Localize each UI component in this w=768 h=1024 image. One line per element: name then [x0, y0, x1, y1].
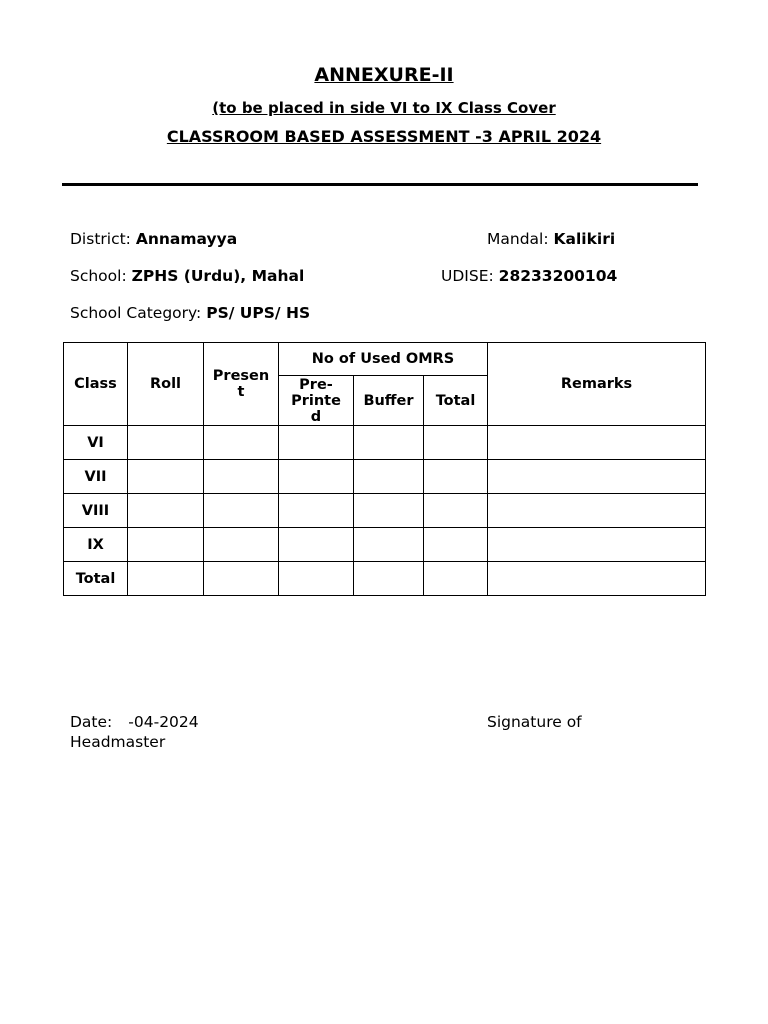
date-value: -04-2024 [128, 713, 199, 731]
row-class-label: Total [64, 562, 128, 596]
header-divider [62, 183, 698, 186]
table-row [64, 426, 706, 460]
header-preprinted-line3: d [310, 408, 322, 425]
table-row [64, 494, 706, 528]
roll-cell[interactable] [128, 494, 204, 528]
category-field [70, 304, 310, 322]
district-value: Annamayya [135, 230, 238, 248]
buffer-cell[interactable] [354, 494, 424, 528]
roll-cell[interactable] [128, 562, 204, 596]
roll-cell[interactable] [128, 528, 204, 562]
remarks-cell[interactable] [488, 494, 706, 528]
header-omrs: No of Used OMRS [279, 343, 488, 376]
total-cell[interactable] [424, 562, 488, 596]
school-field [70, 267, 304, 285]
total-cell[interactable] [424, 528, 488, 562]
header-preprinted [279, 376, 354, 426]
header-class: Class [64, 343, 128, 426]
header-present-line1: Presen [212, 368, 270, 384]
assessment-title: CLASSROOM BASED ASSESSMENT -3 APRIL 2024 [166, 127, 602, 146]
header-total: Total [424, 376, 488, 426]
roll-cell[interactable] [128, 426, 204, 460]
omr-usage-table [63, 342, 706, 596]
header-preprinted-line2: Printe [291, 392, 341, 409]
district-label: District: [70, 230, 131, 248]
udise-label: UDISE: [441, 267, 494, 285]
table-header-row [64, 343, 706, 376]
present-cell[interactable] [204, 562, 279, 596]
row-class-label: VII [64, 460, 128, 494]
preprinted-cell[interactable] [279, 562, 354, 596]
mandal-label: Mandal: [487, 230, 549, 248]
roll-cell[interactable] [128, 460, 204, 494]
remarks-cell[interactable] [488, 426, 706, 460]
preprinted-cell[interactable] [279, 426, 354, 460]
row-class-label: VIII [64, 494, 128, 528]
udise-field [441, 267, 617, 285]
school-label: School: [70, 267, 127, 285]
remarks-cell[interactable] [488, 528, 706, 562]
table-row [64, 528, 706, 562]
header-roll: Roll [128, 343, 204, 426]
mandal-field [487, 230, 615, 248]
header-remarks: Remarks [488, 343, 706, 426]
total-cell[interactable] [424, 494, 488, 528]
category-value: PS/ UPS/ HS [206, 304, 311, 322]
mandal-value: Kalikiri [553, 230, 616, 248]
school-value: ZPHS (Urdu), Mahal [131, 267, 305, 285]
header-present [204, 343, 279, 426]
total-cell[interactable] [424, 426, 488, 460]
remarks-cell[interactable] [488, 562, 706, 596]
category-label: School Category: [70, 304, 202, 322]
signature-label-line2: Headmaster [70, 733, 166, 751]
table-total-row [64, 562, 706, 596]
buffer-cell[interactable] [354, 528, 424, 562]
present-cell[interactable] [204, 528, 279, 562]
buffer-cell[interactable] [354, 426, 424, 460]
table-row [64, 460, 706, 494]
udise-value: 28233200104 [498, 267, 618, 285]
present-cell[interactable] [204, 494, 279, 528]
header-present-line2: t [237, 384, 245, 400]
buffer-cell[interactable] [354, 562, 424, 596]
annexure-title: ANNEXURE-II [314, 64, 454, 86]
annexure-subtitle: (to be placed in side VI to IX Class Cover [212, 99, 556, 117]
remarks-cell[interactable] [488, 460, 706, 494]
total-cell[interactable] [424, 460, 488, 494]
district-field [70, 230, 237, 248]
signature-label-line1: Signature of [487, 713, 582, 731]
preprinted-cell[interactable] [279, 460, 354, 494]
row-class-label: IX [64, 528, 128, 562]
present-cell[interactable] [204, 426, 279, 460]
date-field [70, 713, 199, 731]
preprinted-cell[interactable] [279, 494, 354, 528]
date-label: Date: [70, 713, 113, 731]
header-buffer: Buffer [354, 376, 424, 426]
preprinted-cell[interactable] [279, 528, 354, 562]
buffer-cell[interactable] [354, 460, 424, 494]
row-class-label: VI [64, 426, 128, 460]
present-cell[interactable] [204, 460, 279, 494]
header-preprinted-line1: Pre- [299, 376, 333, 393]
